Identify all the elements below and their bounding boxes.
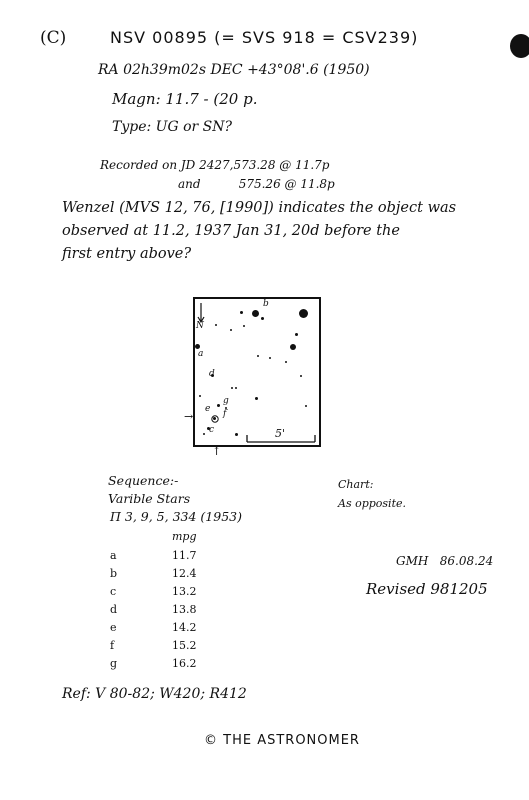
star: [217, 404, 220, 407]
star-label-a: a: [198, 349, 204, 359]
sequence-subtitle: Varible Stars: [108, 491, 191, 506]
star: [305, 405, 307, 407]
sequence-reference: Π 3, 9, 5, 334 (1953): [110, 509, 242, 524]
chart-note-title: Chart:: [338, 478, 374, 491]
star: [285, 361, 287, 363]
star: [300, 375, 302, 377]
designation: NSV 00895 (= SVS 918 = CSV239): [110, 28, 419, 47]
star-label-f: f: [223, 409, 227, 419]
star: [240, 311, 243, 314]
finder-chart: [193, 297, 321, 447]
sequence-mag: 13.8: [172, 603, 197, 616]
star-label-g: g: [223, 396, 229, 406]
sequence-mag: 13.2: [172, 585, 197, 598]
note-line-1: Wenzel (MVS 12, 76, [1990]) indicates the object was: [62, 200, 457, 216]
star: [295, 333, 298, 336]
sequence-mag: 15.2: [172, 639, 197, 652]
chart-note-value: As opposite.: [338, 497, 407, 510]
star: [231, 387, 233, 389]
pointer-arrow-bottom: ↑: [212, 445, 222, 458]
sequence-mag: 11.7: [172, 549, 197, 562]
note-line-3: first entry above?: [62, 246, 192, 262]
star: [215, 324, 217, 326]
sequence-star: g: [110, 657, 118, 670]
star: [235, 387, 237, 389]
coordinates: RA 02h39m02s DEC +43°08'.6 (1950): [98, 62, 370, 78]
star-label-e: e: [205, 404, 211, 414]
sequence-star: a: [110, 549, 117, 562]
star: [299, 309, 308, 318]
sequence-column-header: mpg: [172, 530, 197, 543]
star: [199, 395, 201, 397]
recorded-line-1: Recorded on JD 2427,573.28 @ 11.7p: [100, 158, 330, 172]
sequence-mag: 12.4: [172, 567, 197, 580]
magnitude-range: Magn: 11.7 - (20 p.: [112, 90, 258, 108]
punch-hole: [510, 34, 529, 58]
sequence-star: c: [110, 585, 117, 598]
sequence-star: e: [110, 621, 117, 634]
star: [290, 344, 296, 350]
sequence-star: d: [110, 603, 118, 616]
north-label: N: [196, 321, 204, 331]
star: [261, 317, 264, 320]
variable-type: Type: UG or SN?: [112, 119, 233, 135]
sequence-title: Sequence:-: [108, 473, 179, 488]
sequence-mag: 14.2: [172, 621, 197, 634]
sequence-star: f: [110, 639, 115, 652]
sequence-star: b: [110, 567, 118, 580]
author-initials-date: GMH 86.08.24: [396, 554, 494, 568]
star: [257, 355, 259, 357]
note-line-2: observed at 11.2, 1937 Jan 31, 20d before the: [62, 223, 400, 239]
star-label-c: c: [209, 425, 215, 435]
scale-label: 5': [275, 427, 286, 440]
page-letter: (C): [40, 28, 67, 48]
references: Ref: V 80-82; W420; R412: [62, 686, 247, 702]
footer-copyright: © THE ASTRONOMER: [204, 733, 360, 748]
star-label-d: d: [209, 369, 215, 379]
pointer-arrow-left: →: [184, 410, 194, 423]
star-label-b: b: [263, 299, 269, 309]
star: [243, 325, 245, 327]
star: [235, 433, 238, 436]
star: [252, 310, 259, 317]
star: [230, 329, 232, 331]
recorded-line-2: and 575.26 @ 11.8p: [178, 177, 335, 191]
sequence-mag: 16.2: [172, 657, 197, 670]
star: [213, 417, 216, 420]
star: [203, 433, 205, 435]
star: [269, 357, 271, 359]
star: [255, 397, 258, 400]
revised-date: Revised 981205: [366, 580, 488, 598]
